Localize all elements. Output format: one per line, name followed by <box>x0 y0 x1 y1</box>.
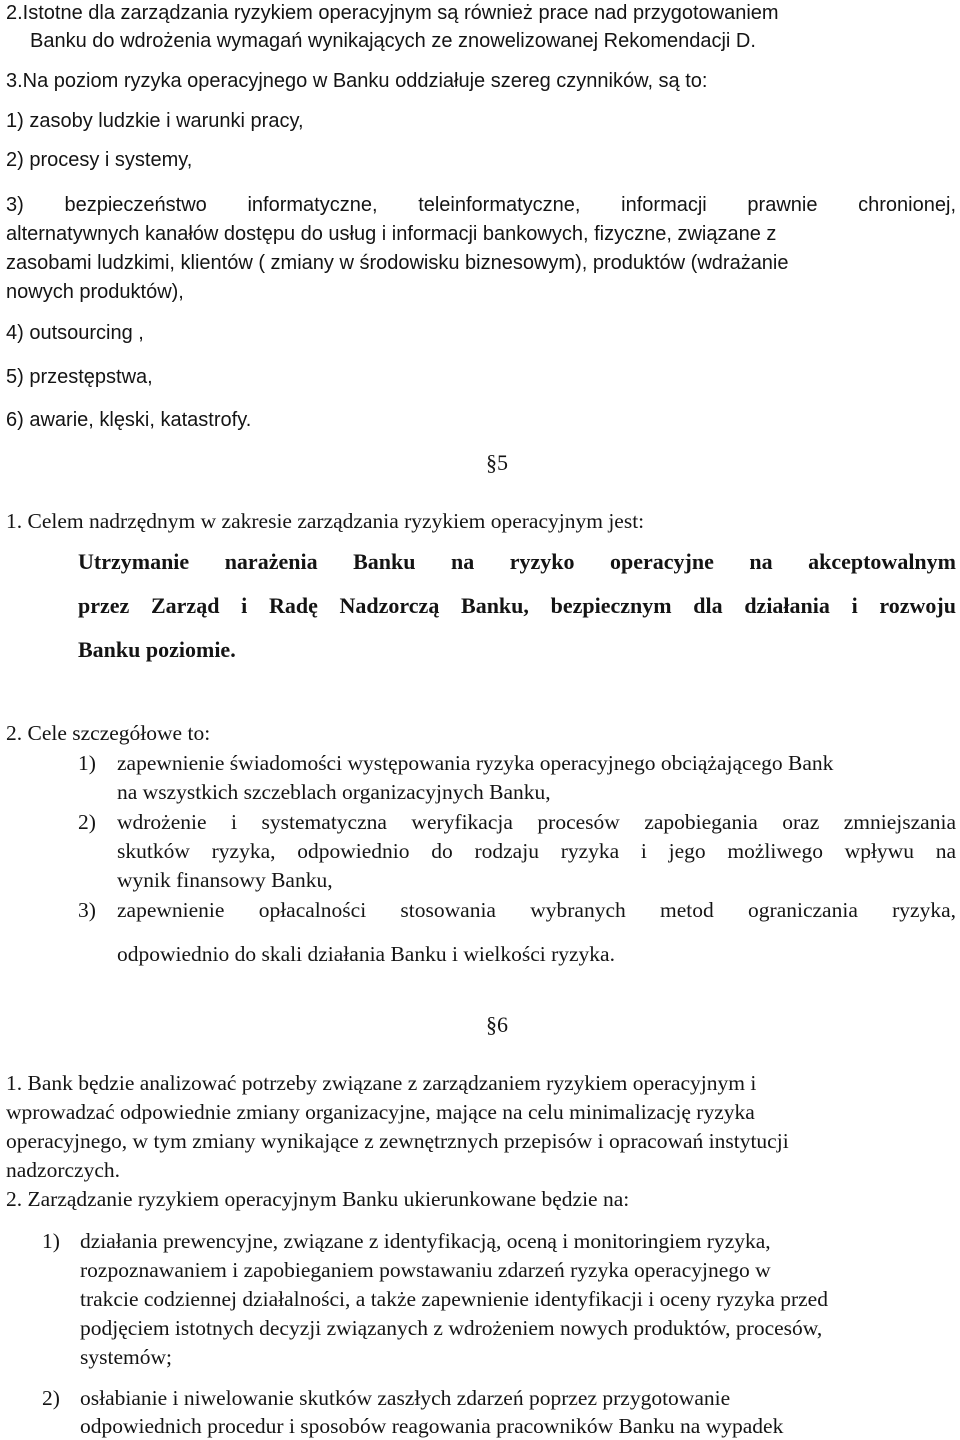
section-6-heading: §6 <box>486 1012 508 1037</box>
detailed-goal-3-line-1: zapewnienie opłacalności stosowania wybranych metod ograniczania ryzyka, <box>117 898 956 922</box>
factor-item-3-line-2: alternatywnych kanałów dostępu do usług i informacji bankowych, fizyczne, związane z <box>6 223 777 245</box>
direction-2-line-2: odpowiednich procedur i sposobów reagowania pracowników Banku na wypadek <box>80 1414 784 1438</box>
detailed-goal-1-number: 1) <box>78 751 96 775</box>
factor-item-5: 5) przestępstwa, <box>6 366 153 388</box>
goal-line-1: Utrzymanie narażenia Banku na ryzyko operacyjne na akceptowalnym <box>78 549 956 574</box>
section-5-paragraph-1: 1. Celem nadrzędnym w zakresie zarządzania ryzykiem operacyjnym jest: <box>6 509 645 533</box>
section-6-paragraph-1-line-2: wprowadzać odpowiednie zmiany organizacyjne, mające na celu minimalizację ryzyka <box>6 1100 755 1124</box>
goal-line-2: przez Zarząd i Radę Nadzorczą Banku, bezpiecznym dla działania i rozwoju <box>78 593 956 618</box>
direction-1-line-4: podjęciem istotnych decyzji związanych z wdrożeniem nowych produktów, procesów, <box>80 1316 823 1340</box>
section-5-heading: §5 <box>486 450 508 475</box>
section-6-paragraph-1-line-3: operacyjnego, w tym zmiany wynikające z zewnętrznych przepisów i opracowań instytucji <box>6 1129 789 1153</box>
detailed-goal-2-line-1: wdrożenie i systematyczna weryfikacja procesów zapobiegania oraz zmniejszania <box>117 810 956 834</box>
factor-item-4: 4) outsourcing , <box>6 322 144 344</box>
paragraph-2-line-1: 2.Istotne dla zarządzania ryzykiem operacyjnym są również prace nad przygotowaniem <box>6 2 779 24</box>
section-5-paragraph-2: 2. Cele szczegółowe to: <box>6 721 211 745</box>
paragraph-2-line-2: Banku do wdrożenia wymagań wynikających ze znowelizowanej Rekomendacji D. <box>30 30 756 52</box>
factor-item-3-line-3: zasobami ludzkimi, klientów ( zmiany w środowisku biznesowym), produktów (wdrażanie <box>6 252 789 274</box>
detailed-goal-2-line-3: wynik finansowy Banku, <box>117 868 333 892</box>
direction-1-line-1: działania prewencyjne, związane z identyfikacją, oceną i monitoringiem ryzyka, <box>80 1229 771 1253</box>
detailed-goal-3-line-2: odpowiednio do skali działania Banku i wielkości ryzyka. <box>117 942 615 966</box>
detailed-goal-2-number: 2) <box>78 810 96 834</box>
factor-item-2: 2) procesy i systemy, <box>6 149 193 171</box>
detailed-goal-1-line-2: na wszystkich szczeblach organizacyjnych Banku, <box>117 780 551 804</box>
detailed-goal-3-number: 3) <box>78 898 96 922</box>
goal-line-3: Banku poziomie. <box>78 637 236 662</box>
paragraph-3-intro: 3.Na poziom ryzyka operacyjnego w Banku oddziałuje szereg czynników, są to: <box>6 70 708 92</box>
section-6-paragraph-1-line-4: nadzorczych. <box>6 1158 120 1182</box>
factor-item-3-line-4: nowych produktów), <box>6 281 184 303</box>
section-6-paragraph-2: 2. Zarządzanie ryzykiem operacyjnym Banku ukierunkowane będzie na: <box>6 1187 630 1211</box>
detailed-goal-2-line-2: skutków ryzyka, odpowiednio do rodzaju ryzyka i jego możliwego wpływu na <box>117 839 956 863</box>
detailed-goal-1-line-1: zapewnienie świadomości występowania ryzyka operacyjnego obciążającego Bank <box>117 751 834 775</box>
factor-item-6: 6) awarie, klęski, katastrofy. <box>6 409 252 431</box>
direction-1-line-2: rozpoznawaniem i zapobieganiem powstawaniu zdarzeń ryzyka operacyjnego w <box>80 1258 771 1282</box>
section-6-paragraph-1-line-1: 1. Bank będzie analizować potrzeby związane z zarządzaniem ryzykiem operacyjnym i <box>6 1071 757 1095</box>
direction-2-number: 2) <box>42 1386 60 1410</box>
direction-1-line-5: systemów; <box>80 1345 172 1369</box>
factor-item-3-line-1: 3) bezpieczeństwo informatyczne, teleinformatyczne, informacji prawnie chronionej, <box>6 194 956 216</box>
direction-1-line-3: trakcie codziennej działalności, a także zapewnienie identyfikacji i oceny ryzyka przed <box>80 1287 828 1311</box>
direction-2-line-1: osłabianie i niwelowanie skutków zaszłych zdarzeń poprzez przygotowanie <box>80 1386 731 1410</box>
factor-item-1: 1) zasoby ludzkie i warunki pracy, <box>6 110 304 132</box>
direction-1-number: 1) <box>42 1229 60 1253</box>
